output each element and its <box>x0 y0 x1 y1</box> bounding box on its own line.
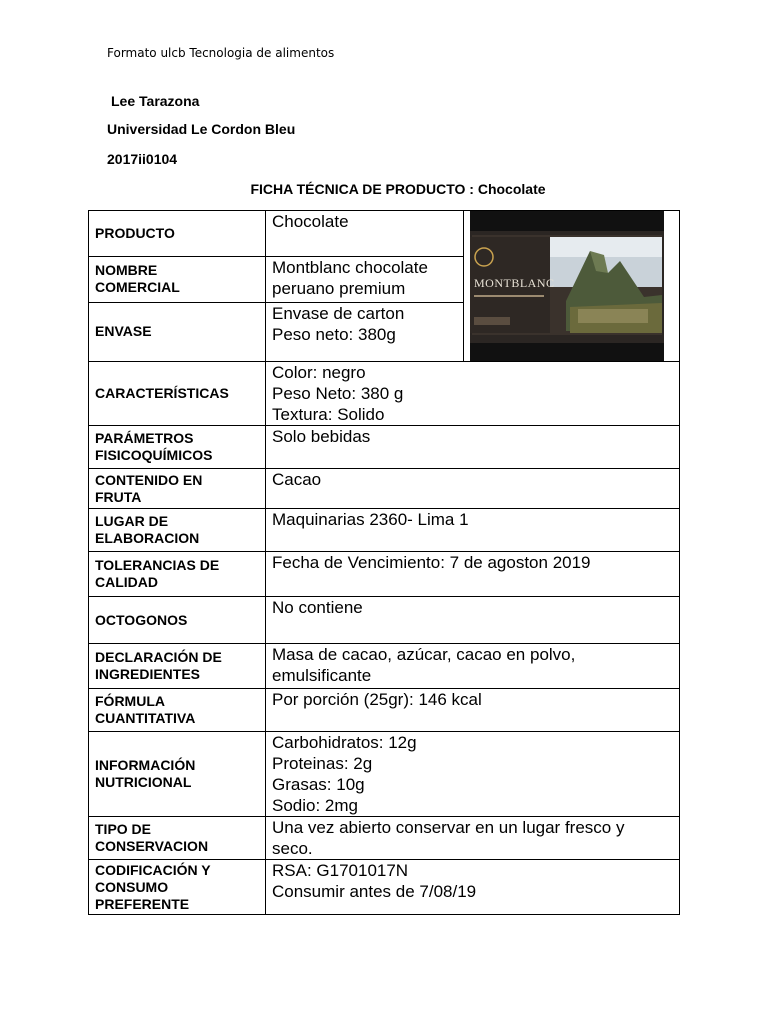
row-value <box>266 732 680 817</box>
row-label: OCTOGONOS <box>89 597 266 644</box>
row-label: TOLERANCIAS DE CALIDAD <box>89 552 266 597</box>
value-line: Proteinas: 2g <box>272 754 373 773</box>
product-image-cell <box>464 211 680 362</box>
format-line: Formato ulcb Tecnologia de alimentos <box>107 46 335 60</box>
value-line: Peso neto: 380g <box>272 324 396 344</box>
row-label: NOMBRE COMERCIAL <box>89 257 266 302</box>
value-line: peruano premium <box>272 279 406 299</box>
row-label: PRODUCTO <box>89 211 266 257</box>
row-value <box>266 469 680 509</box>
value-line: Solo bebidas <box>272 427 371 446</box>
table-row <box>89 860 680 915</box>
value-line: Fecha de Vencimiento: 7 de agoston 2019 <box>272 553 591 572</box>
row-label: CARACTERÍSTICAS <box>89 362 266 426</box>
value-line: Color: negro <box>272 363 366 382</box>
table-row <box>89 552 680 597</box>
value-line: Masa de cacao, azúcar, cacao en polvo, <box>272 645 576 664</box>
value-line: Carbohidratos: 12g <box>272 733 417 752</box>
row-value <box>266 817 680 860</box>
value-line: Envase de carton <box>272 303 405 323</box>
author-name: Lee Tarazona <box>111 93 200 109</box>
value-line: Consumir antes de 7/08/19 <box>272 882 477 901</box>
row-label: ENVASE <box>89 302 266 361</box>
row-label: INFORMACIÓN NUTRICIONAL <box>89 732 266 817</box>
value-line: Peso Neto: 380 g <box>272 384 404 403</box>
ficha-table <box>88 210 680 915</box>
row-label: FÓRMULA CUANTITATIVA <box>89 689 266 732</box>
row-value <box>266 689 680 732</box>
page-title: FICHA TÉCNICA DE PRODUCTO : Chocolate <box>250 181 546 197</box>
row-value <box>266 302 464 361</box>
value-line: emulsificante <box>272 666 372 685</box>
table-row <box>89 426 680 469</box>
row-label: CODIFICACIÓN Y CONSUMO PREFERENTE <box>89 860 266 915</box>
brand-text: MONTBLANC <box>474 276 555 290</box>
university-name: Universidad Le Cordon Bleu <box>107 121 296 137</box>
value-line: Cacao <box>272 470 322 489</box>
value-line: Chocolate <box>272 212 349 231</box>
student-code: 2017ii0104 <box>107 151 178 167</box>
row-value <box>266 552 680 597</box>
row-value <box>266 644 680 689</box>
value-line: Montblanc chocolate <box>272 258 428 278</box>
value-line: Sodio: 2mg <box>272 796 358 815</box>
row-label: DECLARACIÓN DE INGREDIENTES <box>89 644 266 689</box>
value-line: No contiene <box>272 598 363 617</box>
row-label: CONTENIDO EN FRUTA <box>89 469 266 509</box>
table-row <box>89 509 680 552</box>
row-value <box>266 860 680 915</box>
row-value <box>266 211 464 257</box>
row-value <box>266 509 680 552</box>
table-row <box>89 732 680 817</box>
value-line: Una vez abierto conservar en un lugar fresco y <box>272 818 625 837</box>
product-photo <box>470 211 664 361</box>
row-label: TIPO DE CONSERVACION <box>89 817 266 860</box>
value-line: Por porción (25gr): 146 kcal <box>272 690 482 709</box>
row-value <box>266 597 680 644</box>
table-row <box>89 644 680 689</box>
value-line: Maquinarias 2360- Lima 1 <box>272 510 469 529</box>
value-line: Grasas: 10g <box>272 775 365 794</box>
table-row <box>89 362 680 426</box>
row-value <box>266 257 464 302</box>
table-row <box>89 469 680 509</box>
row-value <box>266 426 680 469</box>
table-row <box>89 817 680 860</box>
value-line: seco. <box>272 839 313 858</box>
table-row <box>89 211 680 257</box>
row-label: PARÁMETROS FISICOQUÍMICOS <box>89 426 266 469</box>
row-value <box>266 362 680 426</box>
value-line: Textura: Solido <box>272 405 385 424</box>
table-row <box>89 597 680 644</box>
row-label: LUGAR DE ELABORACION <box>89 509 266 552</box>
value-line: RSA: G1701017N <box>272 861 409 880</box>
table-row <box>89 689 680 732</box>
